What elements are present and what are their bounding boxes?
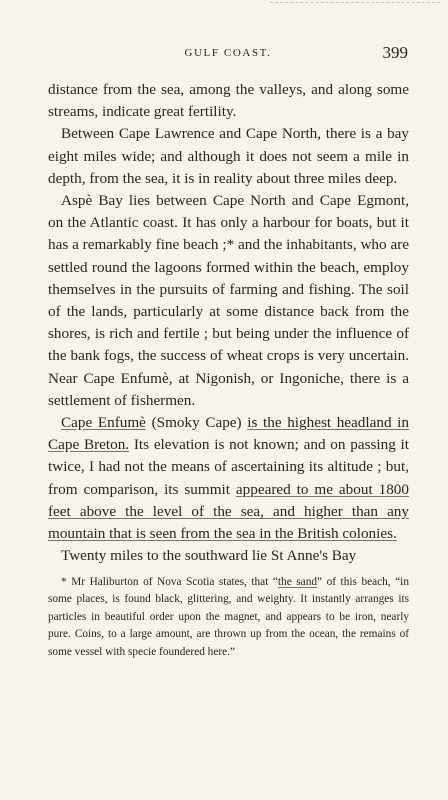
- page-number: 399: [382, 43, 408, 62]
- paragraph-4-text: (Smoky Cape): [145, 414, 248, 432]
- footnote-intro: * Mr Haliburton of Nova Scotia states, that “: [61, 576, 278, 588]
- footnote-quote: ” of this beach, “in some places, is found black, glittering, and weighty. It instantly arranges its particles in beautiful order upon the magnet, and appears to be iron, nearly pure. Coins, to a large amount, are thrown up from the ocean, the remains of some vessel with specie foundered here.”: [48, 576, 409, 658]
- paragraph-2: Between Cape Lawrence and Cape North, there is a bay eight miles wide; and although it does not seem a mile in depth, from the sea, it is in reality about three miles deep.: [48, 125, 409, 187]
- body-text: [48, 79, 409, 567]
- running-head: GULF COAST.: [184, 47, 272, 59]
- paragraph-4-text-continued: Its elevation is not known; and on passing it twice, I had not the means of ascertaining its altitude ; but, from comparison, its summit: [48, 436, 409, 498]
- paragraph-3: Aspè Bay lies between Cape North and Cape Egmont, on the Atlantic coast. It has only a harbour for boats, but it has a remarkably fine beach ;* and the inhabitants, who are settled round the lagoons formed within the beach, employ themselves in the pursuits of farming and fishing. The soil of the lands, particularly at some distance back from the shores, is rich and fertile ; but being under the influence of the bank fogs, the success of wheat crops is very uncertain. Near Cape Enfumè, at Nigonish, or Ingoniche, there is a settlement of fishermen.: [48, 192, 409, 409]
- footnote-text: [48, 574, 409, 661]
- paragraph-4: [48, 412, 409, 545]
- scan-edge-dashes: [270, 2, 440, 9]
- underlined-elevation-passage: appeared to me about 1800 feet above the level of the sea, and higher than any mountain that is seen from the sea in the British colonies.: [48, 480, 409, 543]
- paragraph-5: Twenty miles to the southward lie St Anne's Bay: [61, 547, 357, 565]
- page-header: [48, 43, 408, 63]
- underlined-highest-headland: is the highest headland in Cape Breton.: [48, 414, 409, 454]
- footnote: [48, 574, 409, 661]
- underlined-cape-name: Cape Enfumè: [61, 414, 146, 432]
- paragraph-1: distance from the sea, among the valleys, and along some streams, indicate great fertility.: [48, 81, 409, 121]
- underlined-the-sand: the sand: [277, 576, 317, 588]
